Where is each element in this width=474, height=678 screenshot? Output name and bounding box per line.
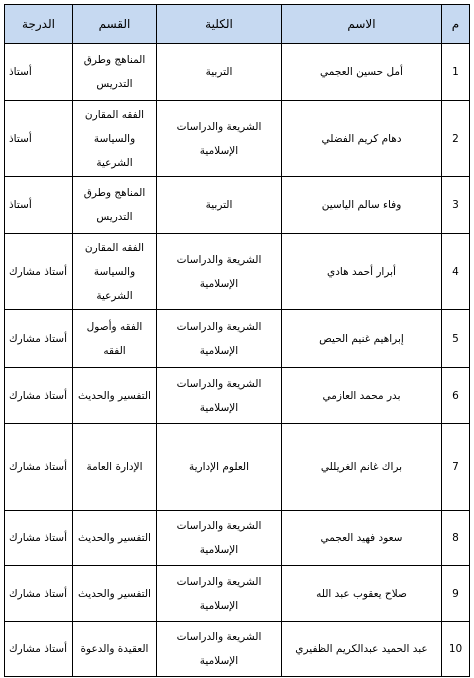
- cell-dept: المناهج وطرق التدريس: [73, 177, 157, 234]
- cell-college: الشريعة والدراسات الإسلامية: [157, 310, 282, 368]
- table-row: [5, 566, 470, 622]
- cell-name: عبد الحميد عبدالكريم الظفيري: [282, 622, 442, 677]
- cell-dept: الفقه وأصول الفقه: [73, 310, 157, 368]
- cell-degree: أستاذ مشارك: [5, 310, 73, 368]
- cell-college: العلوم الإدارية: [157, 424, 282, 511]
- cell-degree: أستاذ: [5, 44, 73, 101]
- cell-college: الشريعة والدراسات الإسلامية: [157, 368, 282, 424]
- table-row: [5, 101, 470, 177]
- header-college: الكلية: [157, 5, 282, 44]
- header-dept: القسم: [73, 5, 157, 44]
- cell-degree: أستاذ مشارك: [5, 424, 73, 511]
- table-row: [5, 622, 470, 677]
- cell-degree: أستاذ: [5, 101, 73, 177]
- table-row: [5, 310, 470, 368]
- cell-num: 2: [442, 101, 470, 177]
- cell-degree: أستاذ مشارك: [5, 566, 73, 622]
- table-row: [5, 177, 470, 234]
- header-degree: الدرجة: [5, 5, 73, 44]
- cell-name: سعود فهيد العجمي: [282, 511, 442, 566]
- table-row: [5, 368, 470, 424]
- cell-name: إبراهيم غنيم الحيص: [282, 310, 442, 368]
- cell-college: الشريعة والدراسات الإسلامية: [157, 566, 282, 622]
- cell-num: 10: [442, 622, 470, 677]
- cell-name: بدر محمد العازمي: [282, 368, 442, 424]
- cell-name: براك غانم الغريللي: [282, 424, 442, 511]
- cell-num: 9: [442, 566, 470, 622]
- cell-college: الشريعة والدراسات الإسلامية: [157, 234, 282, 310]
- cell-dept: الفقه المقارن والسياسة الشرعية: [73, 234, 157, 310]
- cell-college: الشريعة والدراسات الإسلامية: [157, 101, 282, 177]
- cell-dept: الفقه المقارن والسياسة الشرعية: [73, 101, 157, 177]
- cell-dept: الإدارة العامة: [73, 424, 157, 511]
- cell-num: 6: [442, 368, 470, 424]
- cell-dept: التفسير والحديث: [73, 511, 157, 566]
- table-header-row: [5, 5, 470, 44]
- cell-name: دهام كريم الفضلي: [282, 101, 442, 177]
- faculty-table: [4, 4, 470, 677]
- cell-dept: التفسير والحديث: [73, 368, 157, 424]
- cell-degree: أستاذ مشارك: [5, 622, 73, 677]
- cell-college: التربية: [157, 177, 282, 234]
- cell-num: 5: [442, 310, 470, 368]
- cell-degree: أستاذ مشارك: [5, 368, 73, 424]
- cell-degree: أستاذ: [5, 177, 73, 234]
- cell-name: وفاء سالم الياسين: [282, 177, 442, 234]
- cell-college: التربية: [157, 44, 282, 101]
- cell-num: 1: [442, 44, 470, 101]
- cell-degree: أستاذ مشارك: [5, 511, 73, 566]
- table-row: [5, 511, 470, 566]
- cell-num: 7: [442, 424, 470, 511]
- cell-college: الشريعة والدراسات الإسلامية: [157, 622, 282, 677]
- cell-num: 4: [442, 234, 470, 310]
- cell-college: الشريعة والدراسات الإسلامية: [157, 511, 282, 566]
- table-row: [5, 234, 470, 310]
- cell-name: صلاح يعقوب عبد الله: [282, 566, 442, 622]
- header-name: الاسم: [282, 5, 442, 44]
- table-row: [5, 424, 470, 511]
- cell-dept: المناهج وطرق التدريس: [73, 44, 157, 101]
- cell-name: أبرار أحمد هادي: [282, 234, 442, 310]
- cell-degree: أستاذ مشارك: [5, 234, 73, 310]
- cell-dept: العقيدة والدعوة: [73, 622, 157, 677]
- header-num: م: [442, 5, 470, 44]
- cell-num: 3: [442, 177, 470, 234]
- table-row: [5, 44, 470, 101]
- cell-dept: التفسير والحديث: [73, 566, 157, 622]
- cell-num: 8: [442, 511, 470, 566]
- cell-name: أمل حسين العجمي: [282, 44, 442, 101]
